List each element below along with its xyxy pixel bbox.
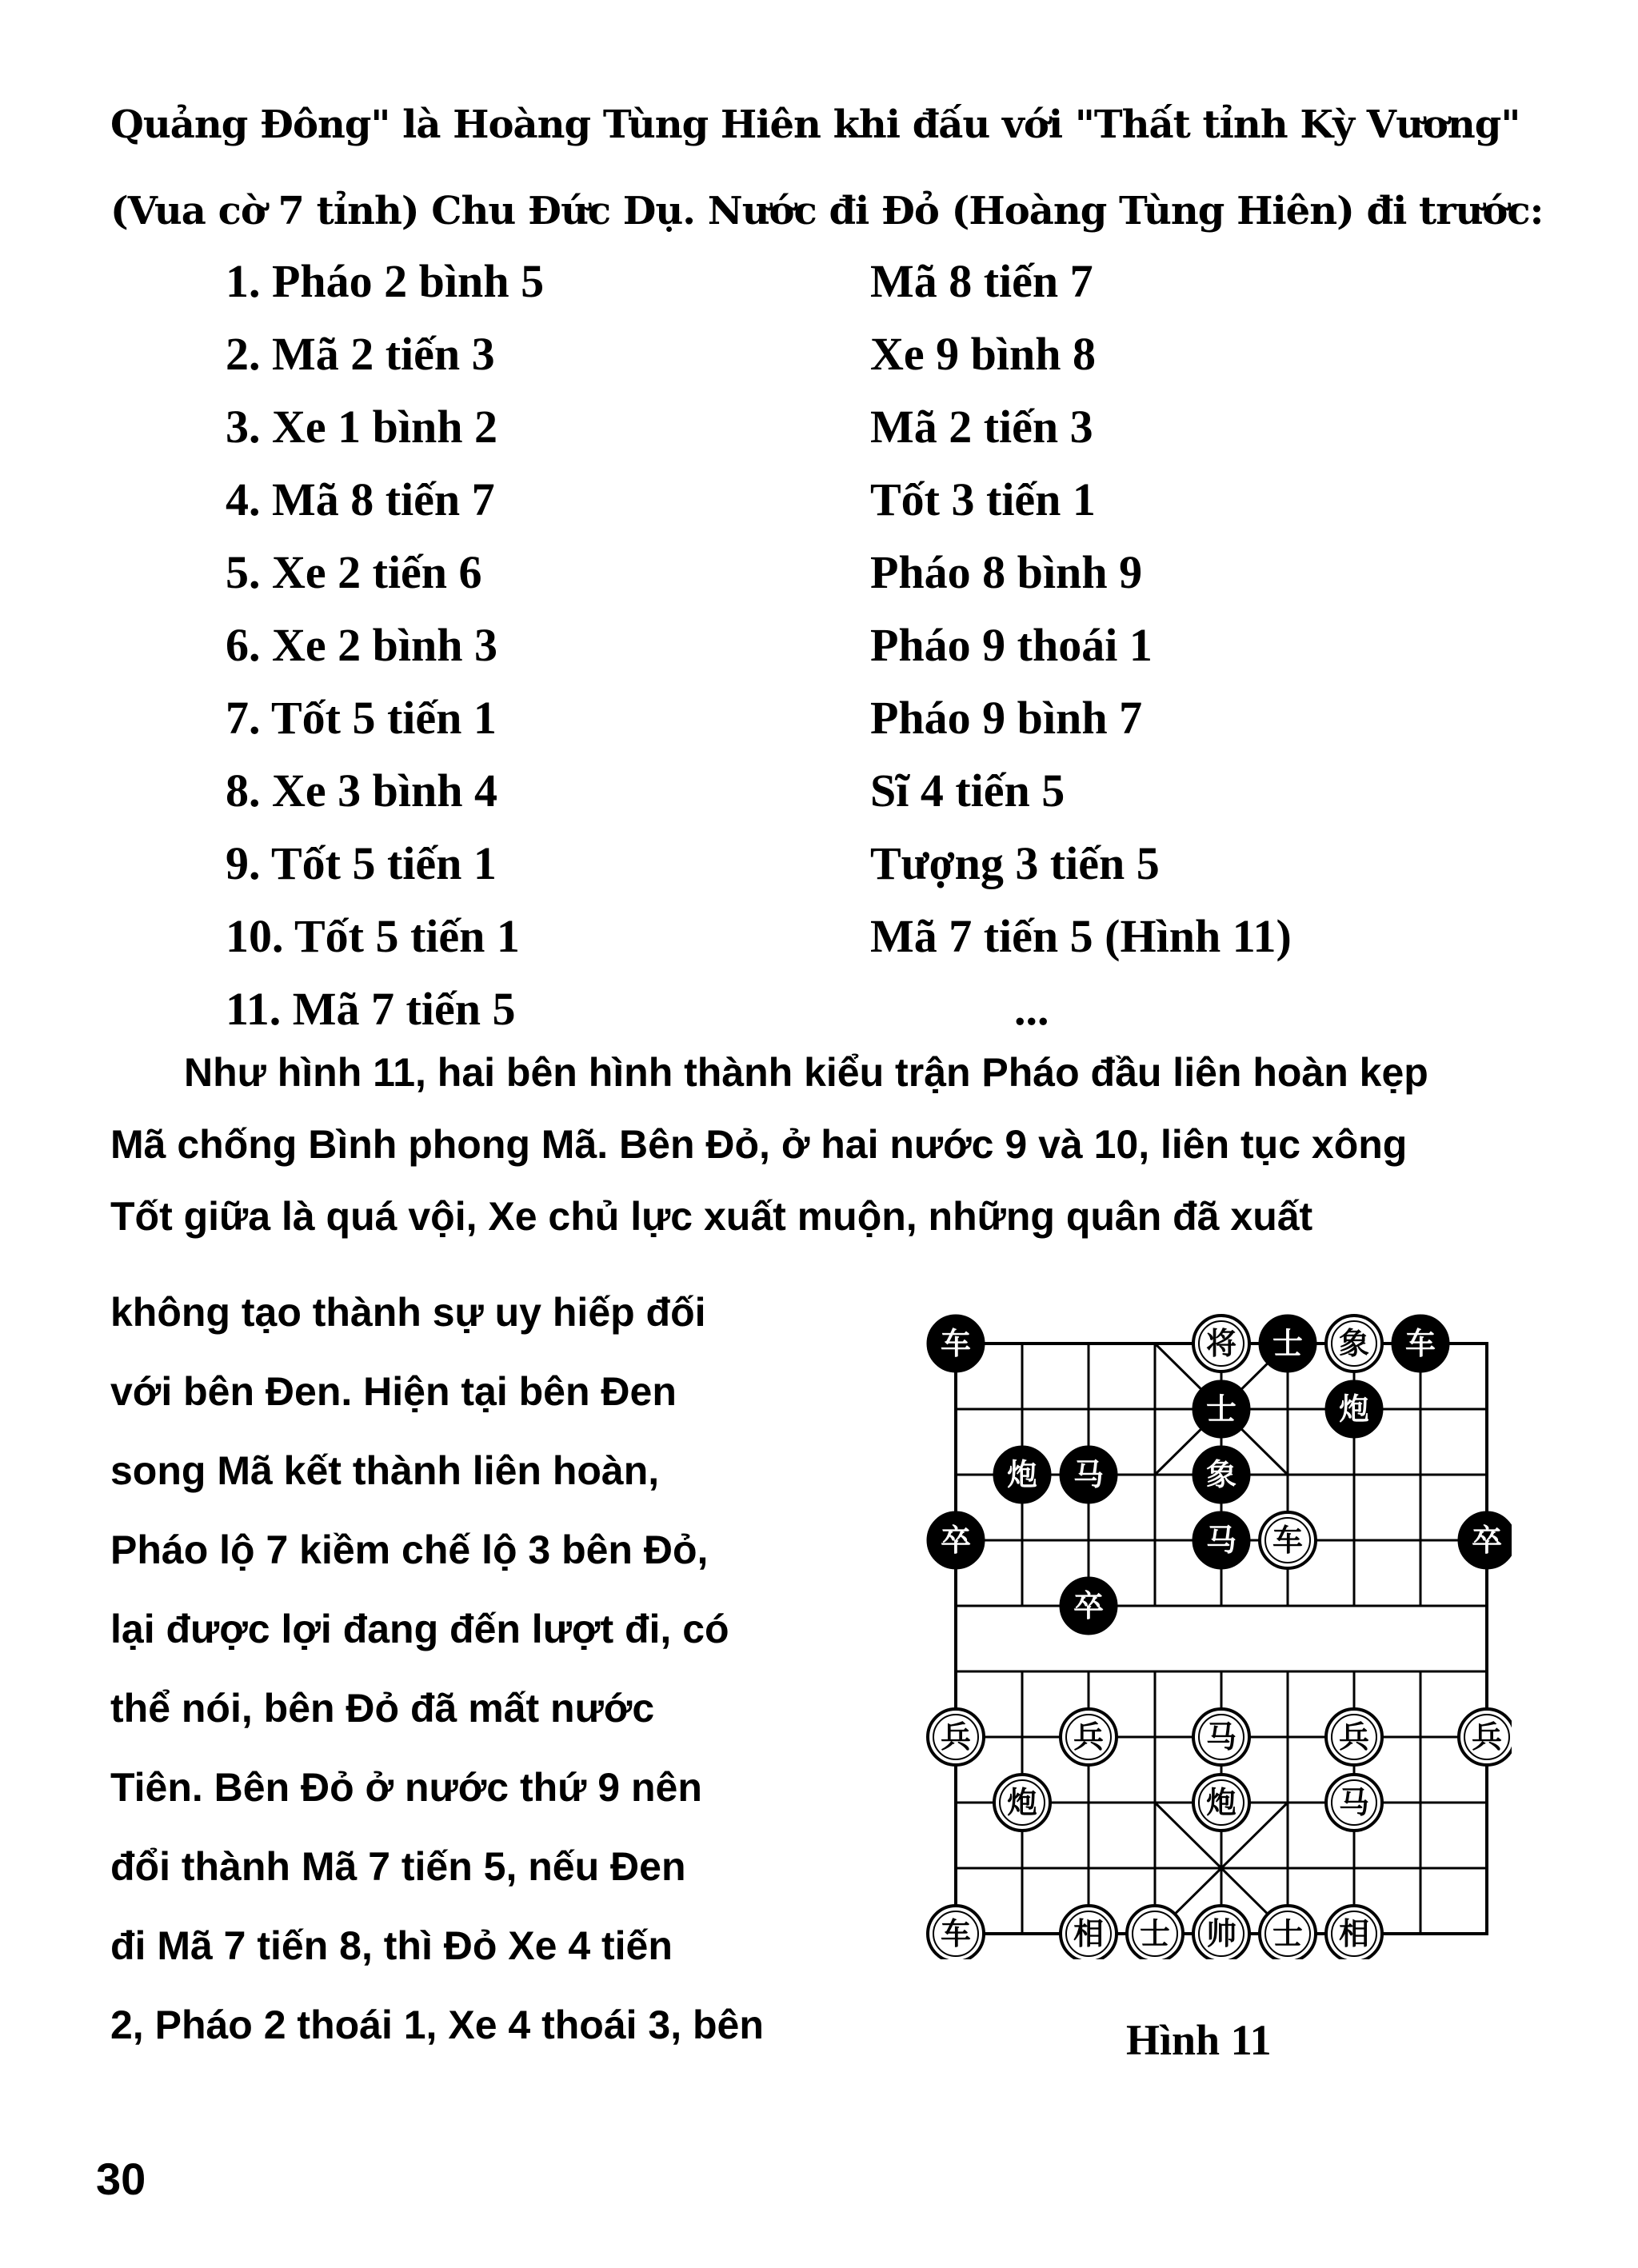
red-piece [1326,1775,1382,1831]
move-red: 11. Mã 7 tiến 5 [226,983,516,1035]
column-line [110,1606,806,1652]
red-piece [1127,1906,1183,1959]
move-black: Xe 9 bình 8 [870,328,1097,380]
piece-glyph: 卒 [1471,1523,1503,1558]
red-piece [1193,1775,1249,1831]
move-black: ... [1014,983,1049,1035]
intro-line-2: (Vua cờ 7 tỉnh) Chu Đức Dụ. Nước đi Đỏ (Hoàng Tùng Hiên) đi trước: [110,189,1544,234]
piece-glyph: 炮 [1338,1392,1370,1427]
piece-glyph: 士 [1205,1392,1237,1427]
piece-glyph: 车 [1404,1326,1436,1361]
piece-glyph: 士 [1272,1916,1304,1951]
column-text: với bên Đen. Hiện tại bên Đen [110,1369,677,1414]
black-piece [1326,1381,1382,1437]
piece-glyph: 士 [1139,1916,1171,1951]
red-piece [1459,1709,1512,1765]
move-black: Pháo 9 bình 7 [870,692,1143,744]
column-text: 2, Pháo 2 thoái 1, Xe 4 thoái 3, bên [110,2002,764,2047]
paragraph-line: Mã chống Bình phong Mã. Bên Đỏ, ở hai nước 9 và 10, liên tục xông [110,1122,1408,1167]
piece-glyph: 相 [1073,1916,1105,1951]
column-line [110,1843,806,1890]
column-text: đổi thành Mã 7 tiến 5, nếu Đen [110,1844,686,1889]
move-red: 10. Tốt 5 tiến 1 [226,910,520,962]
piece-glyph: 帅 [1205,1916,1237,1951]
piece-glyph: 马 [1205,1523,1237,1558]
move-red: 9. Tốt 5 tiến 1 [226,837,497,889]
piece-glyph: 兵 [940,1719,972,1755]
black-piece [1392,1316,1448,1372]
black-piece [1193,1512,1249,1568]
piece-glyph: 相 [1338,1916,1370,1951]
move-red: 7. Tốt 5 tiến 1 [226,692,497,744]
column-text: Tiên. Bên Đỏ ở nước thứ 9 nên [110,1765,702,1810]
red-piece [1260,1512,1316,1568]
red-piece [1193,1316,1249,1372]
red-piece [1061,1906,1117,1959]
intro-line-1: Quảng Đông" là Hoàng Tùng Hiên khi đấu với "Thất tỉnh Kỳ Vương" [110,102,1520,147]
column-text: không tạo thành sự uy hiếp đối [110,1290,706,1335]
black-piece [1061,1578,1117,1634]
column-text: lại được lợi đang đến lượt đi, có [110,1607,729,1651]
black-piece [1061,1447,1117,1503]
move-black: Mã 8 tiến 7 [870,255,1093,307]
column-line [110,1289,806,1336]
red-piece [1326,1709,1382,1765]
piece-glyph: 炮 [1006,1785,1038,1820]
piece-glyph: 马 [1073,1457,1105,1492]
column-line [110,2002,806,2048]
move-black: Tốt 3 tiến 1 [870,473,1096,525]
red-piece [1061,1709,1117,1765]
column-text: song Mã kết thành liên hoàn, [110,1448,660,1493]
piece-glyph: 炮 [1006,1457,1038,1492]
move-black: Mã 2 tiến 3 [870,401,1093,453]
move-red: 8. Xe 3 bình 4 [226,765,498,817]
red-piece [1193,1709,1249,1765]
move-black: Pháo 8 bình 9 [870,546,1143,598]
black-piece [994,1447,1050,1503]
piece-glyph: 车 [1272,1523,1304,1558]
black-piece [1459,1512,1512,1568]
red-piece [994,1775,1050,1831]
piece-glyph: 象 [1338,1326,1370,1361]
column-line [110,1923,806,1969]
piece-glyph: 马 [1338,1785,1370,1820]
move-red: 3. Xe 1 bình 2 [226,401,498,453]
black-piece [1193,1447,1249,1503]
piece-glyph: 炮 [1205,1785,1237,1820]
move-red: 6. Xe 2 bình 3 [226,619,498,671]
piece-glyph: 兵 [1471,1719,1503,1755]
black-piece [1260,1316,1316,1372]
column-line [110,1685,806,1731]
piece-glyph: 卒 [940,1523,972,1558]
move-red: 1. Pháo 2 bình 5 [226,255,545,307]
red-piece [1193,1906,1249,1959]
piece-glyph: 象 [1205,1457,1237,1492]
figure-caption: Hình 11 [1126,2016,1272,2064]
move-black: Mã 7 tiến 5 (Hình 11) [870,910,1292,962]
piece-glyph: 兵 [1073,1719,1105,1755]
column-text: Pháo lộ 7 kiềm chế lộ 3 bên Đỏ, [110,1527,709,1572]
page-number: 30 [96,2154,146,2204]
red-piece [1326,1316,1382,1372]
red-piece [928,1906,984,1959]
column-text: đi Mã 7 tiến 8, thì Đỏ Xe 4 tiến [110,1923,673,1968]
move-black: Tượng 3 tiến 5 [870,837,1160,889]
piece-glyph: 兵 [1338,1719,1370,1755]
move-red: 4. Mã 8 tiến 7 [226,473,495,525]
move-red: 5. Xe 2 tiến 6 [226,546,482,598]
paragraph-line: Tốt giữa là quá vội, Xe chủ lực xuất muộn, những quân đã xuất [110,1194,1313,1239]
black-piece [928,1512,984,1568]
piece-glyph: 车 [940,1916,972,1951]
piece-glyph: 车 [940,1326,972,1361]
column-line [110,1368,806,1415]
move-black: Pháo 9 thoái 1 [870,619,1153,671]
column-line [110,1447,806,1494]
move-red: 2. Mã 2 tiến 3 [226,328,495,380]
piece-glyph: 将 [1205,1326,1237,1361]
xiangqi-board-figure [920,1296,1512,1959]
piece-glyph: 卒 [1073,1588,1105,1623]
move-black: Sĩ 4 tiến 5 [870,765,1065,817]
black-piece [928,1316,984,1372]
red-piece [928,1709,984,1765]
column-line [110,1527,806,1573]
piece-glyph: 士 [1272,1326,1304,1361]
piece-glyph: 马 [1205,1719,1237,1755]
black-piece [1193,1381,1249,1437]
paragraph-line: Như hình 11, hai bên hình thành kiểu trận Pháo đầu liên hoàn kẹp [184,1050,1428,1095]
column-line [110,1764,806,1811]
red-piece [1260,1906,1316,1959]
red-piece [1326,1906,1382,1959]
column-text: thể nói, bên Đỏ đã mất nước [110,1686,655,1731]
